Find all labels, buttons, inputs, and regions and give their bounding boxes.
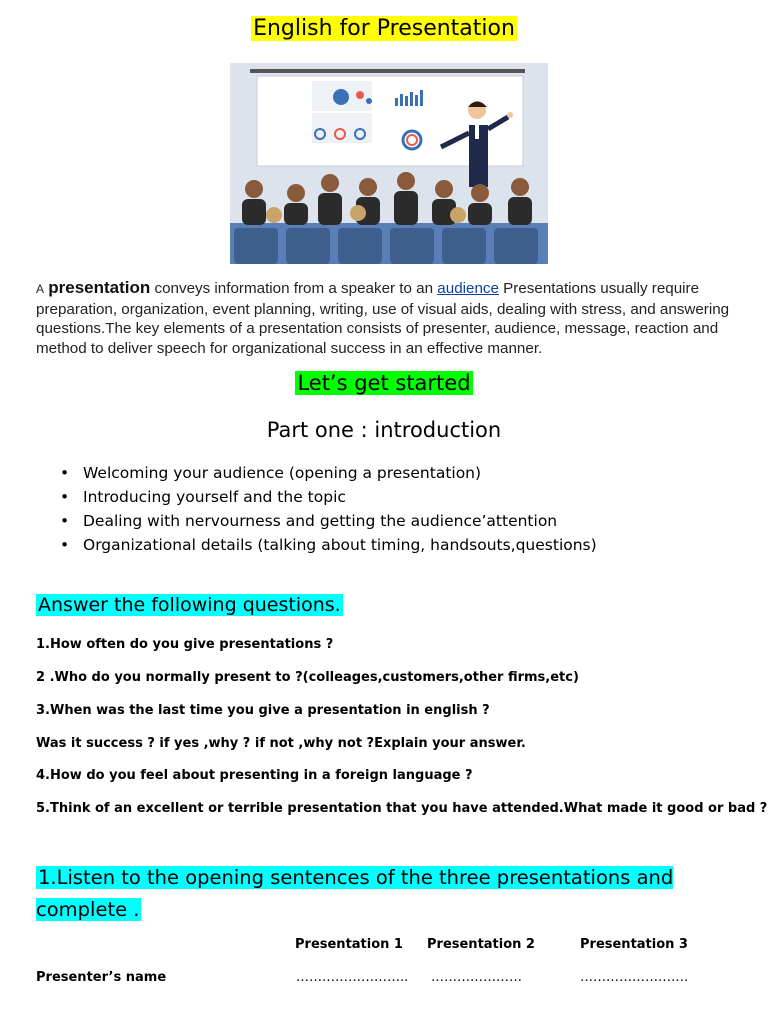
title-text: English for Presentation: [253, 16, 515, 41]
listen-exercise-heading: [36, 862, 676, 925]
listen-heading-text: 1.Listen to the opening sentences of the three presentations and complete .: [36, 866, 674, 921]
table-header-presentation-2: Presentation 2: [427, 937, 535, 952]
presenter-name-blank-2[interactable]: …………………: [431, 970, 522, 985]
part-one-heading: Part one : introduction: [266, 418, 502, 442]
bullet-item: • Dealing with nervourness and getting the audience’attention: [60, 509, 597, 533]
bullet-item: • Welcoming your audience (opening a presentation): [60, 461, 597, 485]
table-header-presentation-3: Presentation 3: [580, 937, 688, 952]
answer-questions-heading: [36, 594, 343, 616]
started-text: Let’s get started: [297, 371, 471, 395]
document-title: [0, 16, 768, 41]
intro-text-before-link: conveys information from a speaker to an: [150, 280, 438, 297]
question-3: 3.When was the last time you give a presentation in english ?: [36, 703, 490, 718]
intro-lead-letter: A: [36, 282, 45, 296]
presenter-name-blank-1[interactable]: ……………………..: [296, 970, 409, 985]
intro-text-after-link: Presentations usually require preparation, organization, event planning, writing, use of visual aids, dealing with stress, and answering questions.The key elements of a presentation consists of presenter, audience, message, reaction and method to deliver speech for organizational success in an effective manner.: [36, 280, 730, 357]
intro-keyword: presentation: [48, 278, 151, 297]
presenter-name-blank-3[interactable]: …………………….: [580, 970, 689, 985]
table-header-presentation-1: Presentation 1: [295, 937, 403, 952]
table-row-label-presenter-name: Presenter’s name: [36, 970, 167, 985]
audience-link[interactable]: audience: [437, 280, 499, 297]
introduction-bullet-list: [60, 461, 597, 557]
bullet-item: • Organizational details (talking about timing, handsouts,questions): [60, 533, 597, 557]
question-2: 2 .Who do you normally present to ?(colleages,customers,other firms,etc): [36, 670, 579, 685]
bullet-item: • Introducing yourself and the topic: [60, 485, 597, 509]
intro-paragraph: [36, 278, 736, 358]
question-5: 5.Think of an excellent or terrible presentation that you have attended.What made it good or bad ?: [36, 801, 768, 816]
answer-heading-text: Answer the following questions.: [38, 594, 341, 616]
lets-get-started-heading: [0, 371, 768, 395]
question-4: 4.How do you feel about presenting in a foreign language ?: [36, 768, 473, 783]
presentation-illustration: [230, 63, 548, 264]
question-3-followup: Was it success ? if yes ,why ? if not ,why not ?Explain your answer.: [36, 736, 526, 751]
question-1: 1.How often do you give presentations ?: [36, 637, 334, 652]
